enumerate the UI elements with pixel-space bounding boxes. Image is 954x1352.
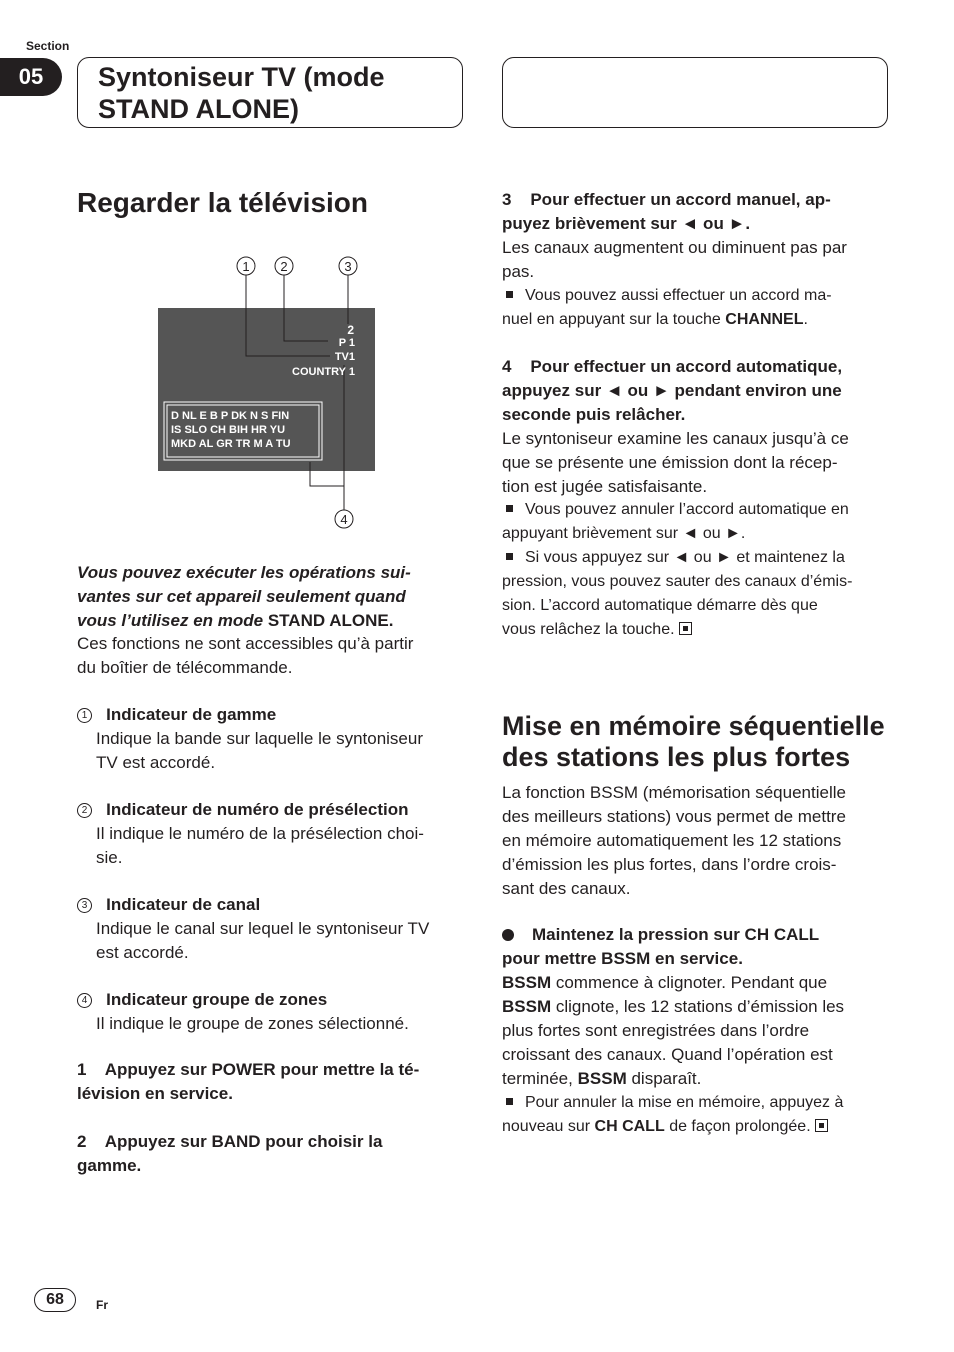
display-channel: 2	[347, 323, 354, 337]
bssm-label: BSSM	[577, 1069, 627, 1088]
item-title: Indicateur groupe de zones	[106, 990, 328, 1009]
section-label: Section	[26, 39, 70, 53]
page-number: 68	[34, 1288, 76, 1312]
indicator-item-3	[77, 893, 469, 965]
empty-header-box	[502, 57, 888, 128]
ch-call-key-name: CH CALL	[594, 1118, 665, 1135]
indicator-item-2	[77, 798, 469, 870]
intro-italic	[77, 561, 467, 633]
section-title-line: Syntoniseur TV (mode	[98, 62, 385, 92]
item-title: Indicateur de numéro de présélection	[106, 800, 409, 819]
bssm-intro: La fonction BSSM (mémorisation séquentielle des meilleurs stations) vous permet de mettre en mémoire automatiquement les 12 stations d’émission les plus fortes, dans l’ordre crois- sant des canaux.	[502, 783, 846, 898]
end-mark-icon	[679, 622, 692, 635]
step-1: 1 Appuyez sur POWER pour mettre la té- lévision en service.	[77, 1060, 420, 1103]
display-preset: P 1	[338, 337, 355, 349]
intro-body	[77, 632, 467, 680]
intro-text: vous l’utilisez en mode	[77, 611, 264, 630]
item-number: 1	[77, 708, 92, 723]
step-4: 4 Pour effectuer un accord automatique, appuyez sur ◄ ou ► pendant environ une seconde puis relâcher.	[502, 357, 843, 424]
bssm-body: BSSM commence à clignoter. Pendant que BSSM clignote, les 12 stations d’émission les plus fortes sont enregistrées dans l’ordre croissant des canaux. Quand l’opération est terminée, BSSM disparaît.	[502, 973, 845, 1088]
step-2: 2 Appuyez sur BAND pour choisir la gamme.	[77, 1132, 383, 1175]
square-bullet-icon	[506, 505, 513, 512]
intro-body-line: Ces fonctions ne sont accessibles qu’à partir	[77, 634, 414, 653]
step-3-body: Les canaux augmentent ou diminuent pas par pas.	[502, 238, 847, 281]
square-bullet-icon	[506, 291, 513, 298]
bssm-label: BSSM	[502, 973, 552, 992]
step-3-note: Vous pouvez aussi effectuer un accord ma- nuel en appuyant sur la touche CHANNEL.	[502, 287, 832, 328]
step-4-body: Le syntoniseur examine les canaux jusqu’à ce que se présente une émission dont la récep- tion est jugée satisfaisante.	[502, 429, 849, 496]
item-number: 2	[77, 803, 92, 818]
callout-4-label: 4	[340, 512, 348, 527]
section-title-line: STAND ALONE)	[98, 94, 299, 124]
step-4-notes: Vous pouvez annuler l’accord automatique en appuyant brièvement sur ◄ ou ►. Si vous appuyez sur ◄ ou ► et maintenez la pression, vous pouvez sauter des canaux d’émis- sion. L’accord automatique démarre dès que vous relâchez la touche.	[502, 501, 853, 638]
language-code: Fr	[96, 1298, 108, 1312]
item-title: Indicateur de gamme	[106, 705, 277, 724]
callout-3-label: 3	[344, 259, 352, 274]
square-bullet-icon	[506, 1098, 513, 1105]
intro-body-line: du boîtier de télécommande.	[77, 658, 293, 677]
intro-line: vantes sur cet appareil seulement quand	[77, 587, 406, 606]
bssm-label: BSSM	[502, 997, 552, 1016]
item-body: Indique le canal sur lequel le syntoniseur TV est accordé.	[96, 919, 430, 962]
country-line: MKD AL GR TR M A TU	[171, 438, 291, 450]
item-body: Indique la bande sur laquelle le syntoniseur TV est accordé.	[96, 729, 424, 772]
intro-line	[77, 609, 467, 633]
country-line: D NL E B P DK N S FIN	[171, 410, 290, 422]
item-body: Il indique le numéro de la présélection choi- sie.	[96, 824, 424, 867]
item-title: Indicateur de canal	[106, 895, 261, 914]
end-mark-icon	[815, 1119, 828, 1132]
bssm-note: Pour annuler la mise en mémoire, appuyez à nouveau sur CH CALL de façon prolongée.	[502, 1094, 844, 1135]
item-number: 3	[77, 898, 92, 913]
section-title	[98, 61, 452, 125]
step-3: 3 Pour effectuer un accord manuel, ap- puyez brièvement sur ◄ ou ►.	[502, 190, 831, 233]
callout-2-label: 2	[280, 259, 288, 274]
country-line: IS SLO CH BIH HR YU	[171, 424, 286, 436]
heading-bssm: Mise en mémoire séquentielle des stations les plus fortes	[502, 711, 885, 772]
square-bullet-icon	[506, 553, 513, 560]
intro-line: Vous pouvez exécuter les opérations sui-	[77, 563, 411, 582]
bssm-step: Maintenez la pression sur CH CALL pour mettre BSSM en service.	[502, 925, 820, 968]
indicator-item-4	[77, 988, 469, 1036]
section-number: 05	[0, 58, 62, 96]
item-body: Il indique le groupe de zones sélectionné.	[96, 1014, 409, 1033]
indicator-item-1	[77, 703, 469, 775]
diagram-svg	[150, 250, 390, 540]
display-band: TV1	[334, 351, 355, 363]
round-bullet-icon	[502, 929, 514, 941]
section-title-box	[77, 57, 463, 128]
item-number: 4	[77, 993, 92, 1008]
channel-key-name: CHANNEL	[725, 311, 804, 328]
callout-1-label: 1	[242, 259, 250, 274]
display-country: COUNTRY 1	[292, 366, 355, 378]
heading-watch-tv: Regarder la télévision	[77, 187, 369, 218]
tv-display-diagram	[150, 250, 390, 540]
mode-name: STAND ALONE.	[267, 611, 394, 630]
